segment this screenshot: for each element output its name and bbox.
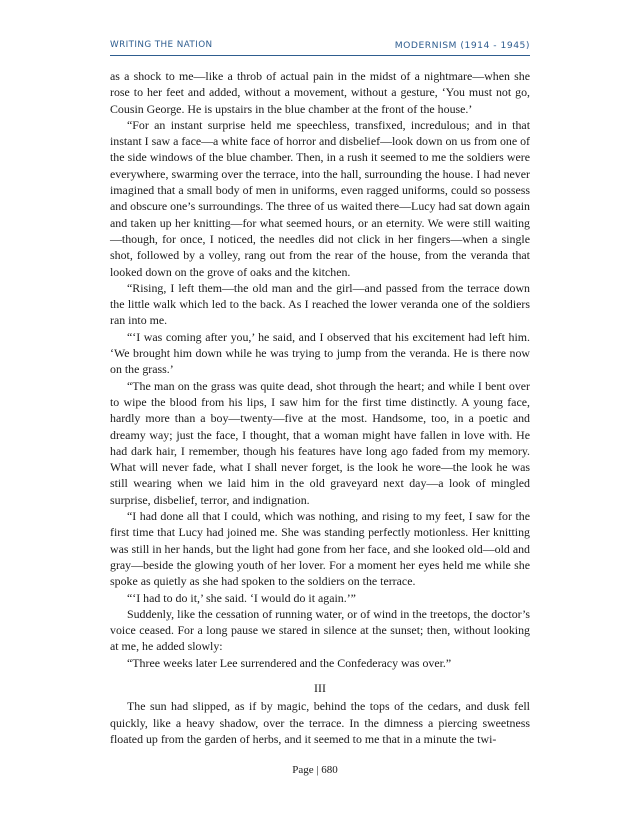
section-heading: III [314, 680, 326, 695]
paragraph: “‘I had to do it,’ she said. ‘I would do it again.’” [127, 590, 356, 605]
header-divider [110, 55, 530, 56]
paragraph: “Three weeks later Lee surrendered and the Confederacy was over.” [127, 655, 452, 670]
page-number: Page | 680 [292, 764, 338, 776]
paragraph: “For an instant surprise held me speechless, transfixed, incredulous; and in that instant I saw a face—a white face of horror and disbelief—look down on us from one of the side windows of the blue chamber. Then, in a rush it seemed to me the soldiers were everywhere, swarming over the terrace, into the hall, surrounding the house. I had never imagined that a small body of men in uniforms, even ragged uniforms, could so possess and obscure one’s surroundings. The three of us waited there—Lucy had sat down again and taken up her knitting—for what seemed hours, or an eternity. We were still waiting—though, for once, I noticed, the needles did not click in her fingers—when a single shot, followed by a volley, rang out from the rear of the house, from the veranda that looked down on the grove of oaks and the kitchen. [110, 117, 531, 279]
running-header [110, 40, 530, 54]
paragraph: “The man on the grass was quite dead, shot through the heart; and while I bent over to wipe the blood from his lips, I saw him for the first time distinctly. A young face, hardly more than a boy—twenty—five at the most. Handsome, too, in a poetic and dreamy way; just the face, I thought, that a woman might have fallen in love with. He had dark hair, I remember, though his features have long ago faded from my memory. What will never fade, what I shall never forget, is the look he wore—the look he was still wearing when we laid him in the old graveyard next day—a look of mingled surprise, disbelief, terror, and indignation. [110, 378, 530, 507]
paragraph: The sun had slipped, as if by magic, behind the tops of the cedars, and dusk fell quickly, like a heavy shadow, over the terrace. In the dimness a piercing sweetness floated up from the garden of herbs, and it seemed to me that in a minute the twi- [110, 699, 530, 746]
header-section-title: MODERNISM (1914 - 1945) [394, 40, 530, 51]
header-book-title: WRITING THE NATION [110, 40, 213, 50]
paragraph: Suddenly, like the cessation of running water, or of wind in the treetops, the doctor’s voice ceased. For a long pause we stared in silence at the sunset; then, without looking at me, he added slowly: [110, 606, 530, 654]
paragraph-continuation: as a shock to me—like a throb of actual pain in the midst of a nightmare—when she rose to her feet and added, without a movement, without a gesture, ‘You must not go, Cousin George. He is upstairs in the blue chamber at the front of the house.’ [110, 69, 530, 116]
body-text [110, 68, 530, 747]
paragraph: “Rising, I left them—the old man and the girl—and passed from the terrace down the little walk which led to the back. As I reached the lower veranda one of the soldiers ran into me. [110, 280, 530, 328]
paragraph: “I had done all that I could, which was nothing, and rising to my feet, I saw for the first time that Lucy had joined me. She was standing perfectly motionless. Her knitting was still in her hands, but the light had gone from her face, and she looked old—old and gray—beside the glowing youth of her lover. For a moment her eyes held me while she spoke as quietly as she had spoken to the soldiers on the terrace. [110, 509, 530, 589]
paragraph: “‘I was coming after you,’ he said, and I observed that his excitement had left him. ‘We brought him down while he was trying to jump from the veranda. He is there now on the grass.’ [110, 329, 530, 377]
